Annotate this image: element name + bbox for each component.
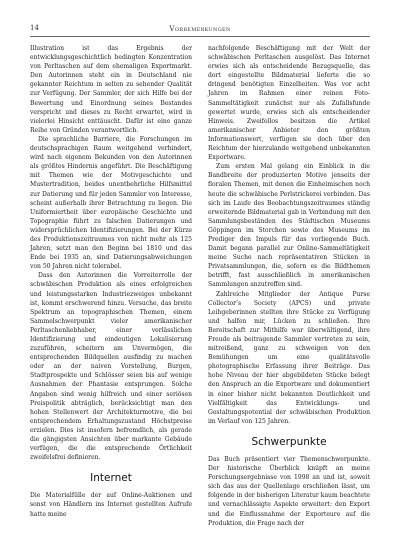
- paragraph: Dass den Autorinnen die Vorreiterrolle der schwäbischen Produktion als eines erfolgreichen und leistungsstarken Industriezweiges unbekannt ist, kommt erschwerend hinzu. Versuche, das breite Spektrum an topographischen Themen, einem Sammelschwerpunkt vieler amerikanischer Perltaschenliebhaber, einer verlässlichen Identifizierung und eindeutigen Lokalisierung zuzuführen, scheitern am Unvermögen, die entsprechenden Bildquellen ausfindig zu machen oder an der naiven Vorstellung, Burgen, Stadtprospekte und Schlösser seien bis auf wenige Ausnahmen der Phantasie entsprungen. Solche Angaben sind wenig hilfreich und einer seriösen Preispolitik abträglich, berücksichtigt man den hohen Stellenwert der Architekturmotive, die bei entsprechendem Erhaltungszustand Höchstpreise erzielen. Dies ist insofern befremdlich, als gerade die gängigsten Ansichten über markante Gebäude verfügen, die die entsprechende Örtlichkeit zweifelsfrei definieren.: [30, 272, 192, 462]
- right-column: [208, 44, 370, 528]
- paragraph: Illustration ist das Ergebnis der entwicklungsgeschichtlich bedingten Konzentration von Perltaschen auf dem ehemaligen Exportmarkt. Den Autorinnen steht ein in Deutschland nie gekannter Reichtum in selten zu sehender Qualität zur Verfügung. Der Sammler, der sich Hilfe bei der Bewertung und Einordnung seines Bestandes verspricht und dieses zu Recht erwartet, wird in vielerlei Hinsicht enttäuscht. Dafür ist eine ganze Reihe von Gründen verantwortlich.: [30, 45, 192, 134]
- paragraph: Zahlreiche Mitglieder der Antique Purse Collector’s Society (APCS) und private Leihgeberinnen stellten ihre Stücke zu Verfügung und halfen mir, Lücken zu schließen. Ihre Bereitschaft zur Mithilfe war überwältigend, ihre Freude als beitragende Sammler vertreten zu sein, mitreißend, ganz zu schweigen von den Bemühungen um eine qualitätsvolle photographische Erfassung ihrer Beiträge. Das hohe Niveau der hier abgebildeten Stücke belegt den Anspruch an die Exportware und dokumentiert in einer bisher nicht bekannten Deutlichkeit und Vielfältigkeit das Entwicklungs- und Gestaltungspotential der schwäbischen Produktion im Verlauf von 125 Jahren.: [208, 290, 370, 425]
- paragraph: Die sprachliche Barriere, die Forschungen im deutschsprachigen Raum weitgehend verhindert, wird nach eigenem Bekunden von den Autorinnen als größtes Hindernis angeführt. Die Beschäftigung mit Themen wie der Motivgeschichte und Mustertradition, beides unentbehrliche Hilfsmittel zur Datierung und für jeden Sammler von Interesse, scheint außerhalb ihrer Betrachtung zu liegen. Die Uniformiertheit über europäische Geschichte und Topographie führt zu falschen Datierungen und widersprüchlichen Identifizierungen. Bei der Kürze des Produktionszeitraumes von nicht mehr als 125 Jahren, setzt man den Beginn bei 1810 und das Ende bei 1935 an, sind Datierungsabweichungen von 50 Jahren nicht tolerabel.: [30, 135, 192, 271]
- paragraph: Zum ersten Mal gelang ein Einblick in die Bandbreite der produzierten Motive jenseits der floralen Themen, mit denen die Einheimischen noch heute die schwäbische Perlstrickerei verbinden. Das sich im Laufe des Beobachtungszeitraumes ständig erweiternde Bildmaterial gab in Verbindung mit den Sammlungsbeständen des Städtischen Museums Göppingen im Storchen sowie des Museums im Prediger den Impuls für das vorliegende Buch. Damit begann parallel zur Online-Sammeltätigkeit meine Suche nach repräsentativen Stücken in Privatsammlungen, die, sofern es die Bildthemen betrifft, fast ausschließlich in amerikanischen Sammlungen anzutreffen sind.: [208, 163, 370, 289]
- section-heading-schwerpunkte: Schwerpunkte: [251, 435, 327, 448]
- header-rule: [30, 36, 370, 37]
- paragraph: Das Buch präsentiert vier Themenschwerpunkte. Der historische Überblick knüpft an meine Forschungsergebnisse von 1998 an und ist, soweit sich das aus der Quellenlage erschließen lässt, um folgende in der bisherigen Literatur kaum beachtete und vernachlässigte Aspekte erweitert: den Export und die Einflussnahme der Exporteure auf die Produktion, die Frage nach der: [208, 455, 370, 527]
- section-heading-internet: Internet: [90, 472, 132, 485]
- running-header: [30, 24, 370, 36]
- page-number: 14: [30, 24, 39, 32]
- left-column: [30, 44, 192, 519]
- paragraph: nachfolgende Beschäftigung mit der Welt der schwäbischen Perltaschen ausgelöst. Das Internet erwies sich als entscheidende Bezugsquelle, das dort eingestellte Bildmaterial lieferte die so dringend benötigten Einzelheiten. Was vor acht Jahren im Rahmen einer reinen Foto-Sammeltätigkeit zunächst nur als Zufallsfunde gewertet wurde, erwies sich als entscheidender Hinweis. Zweifellos besitzen die Artikel amerikanischer Anbieter den größten Informationswert, verfügen sie doch über den Reichtum der hierzulande weitgehend unbekannten Exportware.: [208, 45, 370, 162]
- paragraph: Die Materialfülle der auf Online-Auktionen und sonst von Händlern ins Internet gestellten Aufrufe hatte meine: [30, 492, 192, 518]
- running-title: Vorbemerkungen: [169, 24, 231, 33]
